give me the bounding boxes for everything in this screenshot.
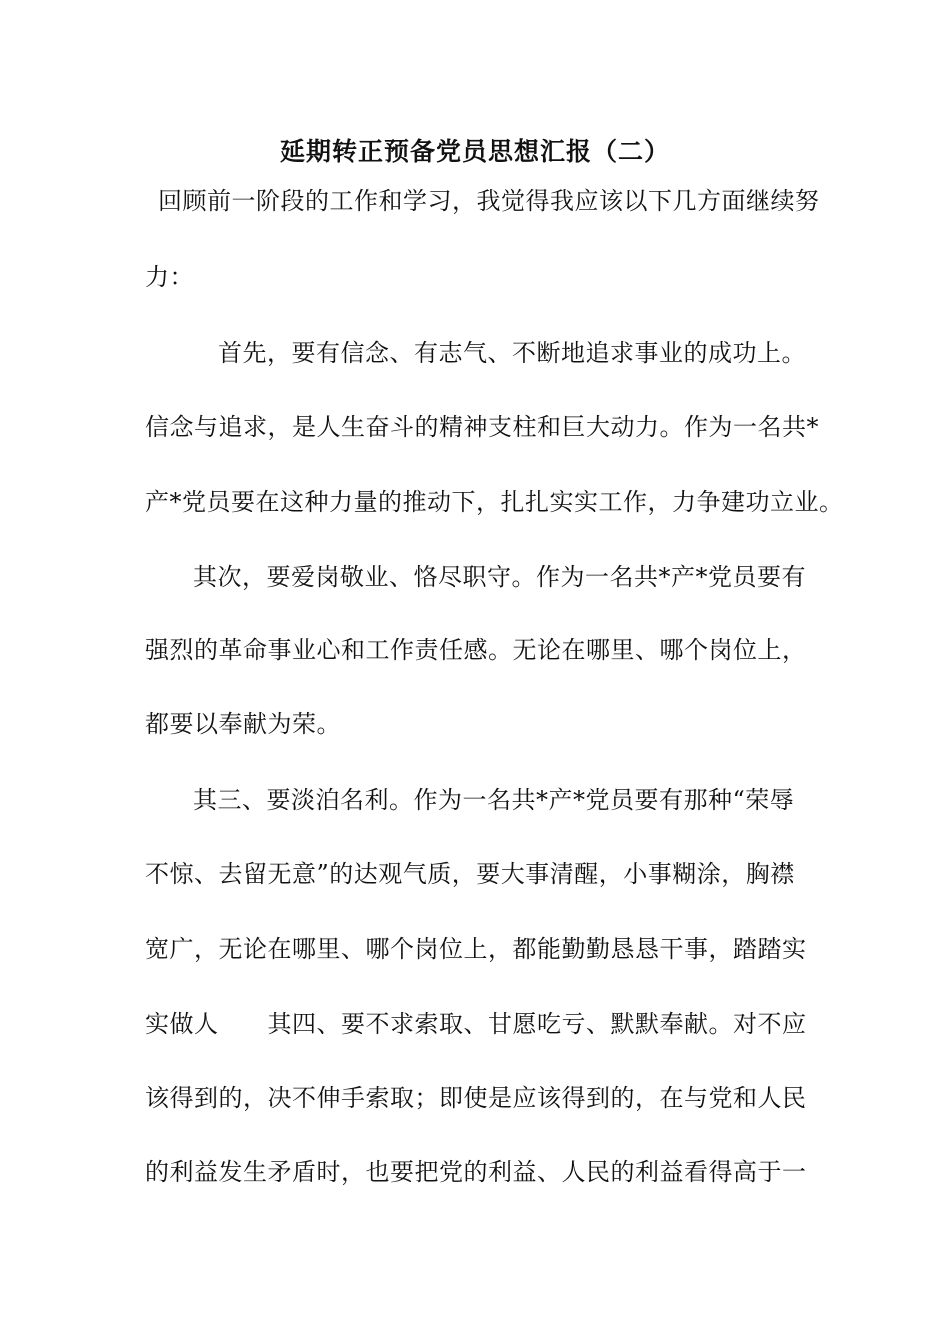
- paragraph-line: 该得到的，决不伸手索取；即使是应该得到的，在与党和人民: [145, 1084, 807, 1112]
- paragraph-line: 回顾前一阶段的工作和学习，我觉得我应该以下几方面继续努: [158, 187, 820, 215]
- paragraph-line: 首先，要有信念、有志气、不断地追求事业的成功上。: [218, 339, 806, 367]
- paragraph-line: 实做人 其四、要不求索取、甘愿吃亏、默默奉献。对不应: [145, 1010, 807, 1038]
- paragraph-line: 其次，要爱岗敬业、恪尽职守。作为一名共*产*党员要有: [193, 563, 806, 591]
- paragraph-line: 产*党员要在这种力量的推动下，扎扎实实工作，力争建功立业。: [145, 488, 844, 516]
- paragraph-line: 都要以奉献为荣。: [145, 710, 341, 738]
- paragraph-line: 信念与追求，是人生奋斗的精神支柱和巨大动力。作为一名共*: [145, 413, 819, 441]
- paragraph-line: 强烈的革命事业心和工作责任感。无论在哪里、哪个岗位上，: [145, 636, 807, 664]
- document-title: 延期转正预备党员思想汇报（二）: [279, 137, 670, 166]
- paragraph-line: 的利益发生矛盾时，也要把党的利益、人民的利益看得高于一: [145, 1158, 807, 1186]
- paragraph-line: 其三、要淡泊名利。作为一名共*产*党员要有那种“荣辱: [193, 786, 795, 814]
- paragraph-line: 力：: [145, 263, 194, 291]
- paragraph-line: 不惊、去留无意”的达观气质，要大事清醒，小事糊涂，胸襟: [145, 860, 795, 888]
- paragraph-line: 宽广，无论在哪里、哪个岗位上，都能勤勤恳恳干事，踏踏实: [145, 935, 807, 963]
